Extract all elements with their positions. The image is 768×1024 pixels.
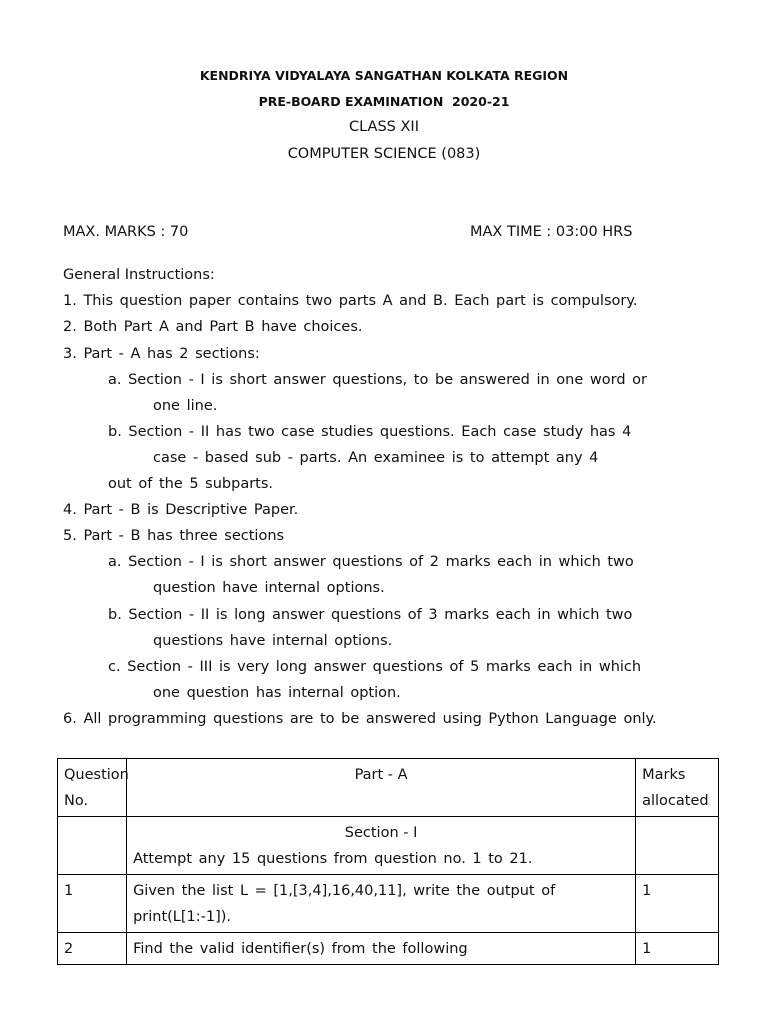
- section-instruction: Attempt any 15 questions from question no. 1 to 21.: [133, 851, 533, 867]
- instruction-line: questions have internal options.: [153, 633, 393, 649]
- max-time: MAX TIME : 03:00 HRS: [470, 224, 633, 240]
- table-row: [58, 933, 719, 965]
- instruction-line: 4. Part - B is Descriptive Paper.: [63, 502, 299, 518]
- header-part: Part - A: [127, 759, 636, 817]
- question-text: Find the valid identifier(s) from the following: [127, 933, 636, 965]
- instruction-line: one line.: [153, 398, 218, 414]
- question-number: 1: [58, 875, 127, 933]
- table-row: [58, 875, 719, 933]
- instruction-line: c. Section - III is very long answer questions of 5 marks each in which: [108, 659, 642, 675]
- question-marks: 1: [636, 933, 719, 965]
- instruction-line: case - based sub - parts. An examinee is to attempt any 4: [153, 450, 599, 466]
- question-number: 2: [58, 933, 127, 965]
- section-cell: [127, 817, 636, 875]
- instruction-line: 3. Part - A has 2 sections:: [63, 346, 260, 362]
- header-marks: Marks allocated: [636, 759, 719, 817]
- organization-heading: KENDRIYA VIDYALAYA SANGATHAN KOLKATA REGION: [199, 68, 569, 83]
- exam-heading: PRE-BOARD EXAMINATION 2020-21: [258, 94, 510, 109]
- instruction-line: one question has internal option.: [153, 685, 401, 701]
- instruction-line: 1. This question paper contains two parts A and B. Each part is compulsory.: [63, 293, 638, 309]
- class-heading: CLASS XII: [349, 119, 419, 135]
- subject-heading: COMPUTER SCIENCE (083): [287, 146, 481, 162]
- instruction-line: b. Section - II has two case studies questions. Each case study has 4: [108, 424, 632, 440]
- instruction-line: a. Section - I is short answer questions, to be answered in one word or: [108, 372, 647, 388]
- table-header-row: [58, 759, 719, 817]
- max-marks: MAX. MARKS : 70: [63, 224, 189, 240]
- instruction-line: 5. Part - B has three sections: [63, 528, 285, 544]
- instruction-line: question have internal options.: [153, 580, 385, 596]
- question-text: Given the list L = [1,[3,4],16,40,11], write the output of print(L[1:-1]).: [127, 875, 636, 933]
- instruction-line: b. Section - II is long answer questions of 3 marks each in which two: [108, 607, 633, 623]
- section-title: Section - I: [344, 825, 418, 841]
- instruction-line: a. Section - I is short answer questions of 2 marks each in which two: [108, 554, 634, 570]
- instructions-heading: General Instructions:: [63, 267, 215, 283]
- header-question-no: Question No.: [58, 759, 127, 817]
- section-row: [58, 817, 719, 875]
- question-marks: 1: [636, 875, 719, 933]
- instruction-line: 2. Both Part A and Part B have choices.: [63, 319, 363, 335]
- instruction-line: out of the 5 subparts.: [108, 476, 274, 492]
- instruction-line: 6. All programming questions are to be answered using Python Language only.: [63, 711, 657, 727]
- questions-table: [57, 758, 719, 965]
